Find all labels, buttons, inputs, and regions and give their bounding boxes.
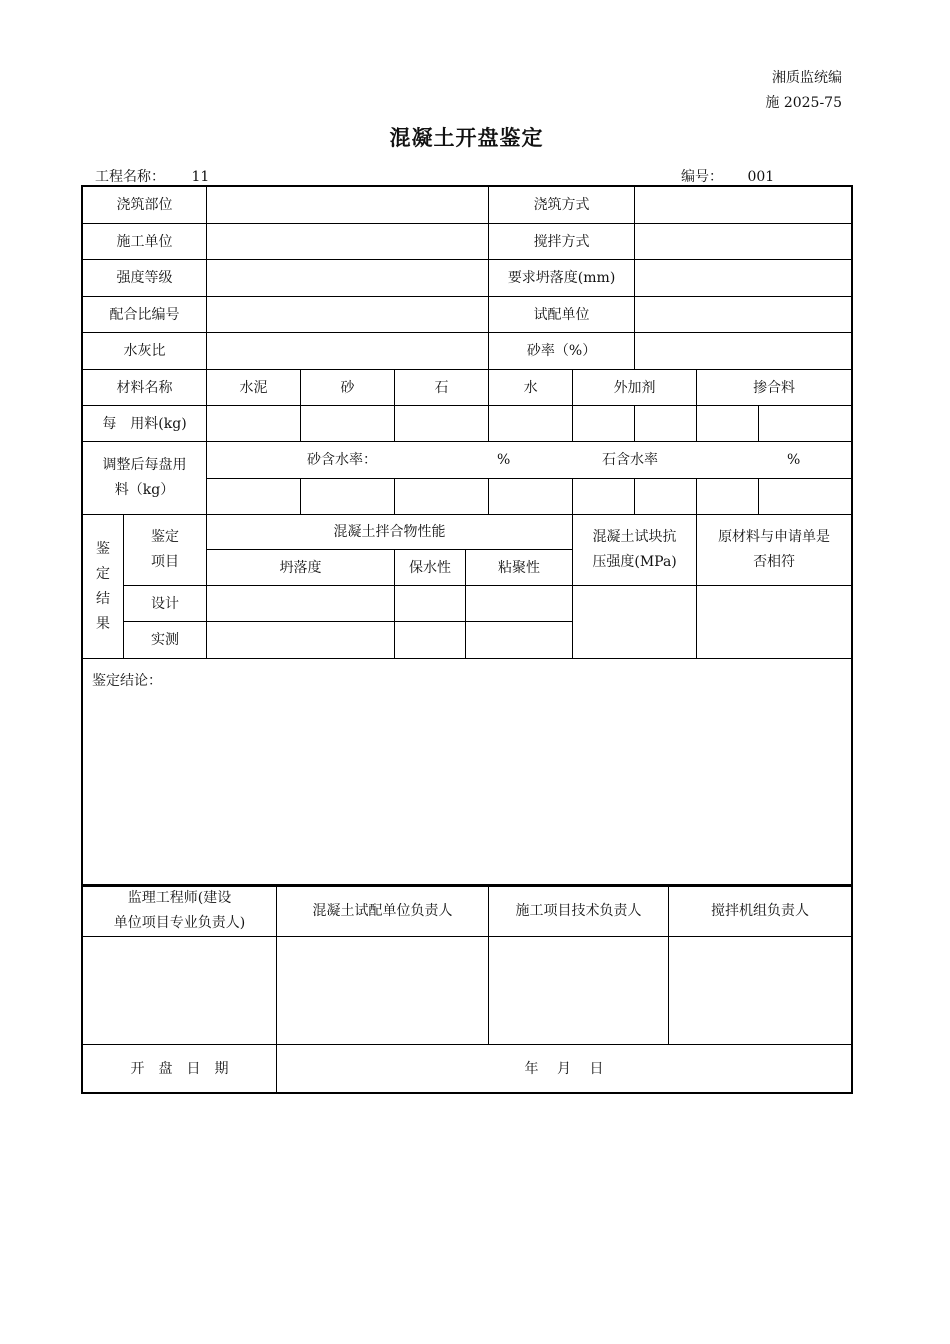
side-char: 果 <box>96 615 110 632</box>
material-match-value-cell[interactable] <box>697 586 852 659</box>
page-title: 混凝土开盘鉴定 <box>389 126 544 150</box>
code-line-2: 施 2025-75 <box>765 95 842 111</box>
sand-moisture-percent: % <box>497 452 511 468</box>
material-name-label: 材料名称 <box>83 370 207 406</box>
info-value-cell[interactable] <box>207 224 489 260</box>
strength-value-cell[interactable] <box>573 586 697 659</box>
amount-cell[interactable] <box>301 406 395 442</box>
info-label: 配合比编号 <box>83 297 207 333</box>
start-date-value[interactable]: 年 月 日 <box>277 1045 852 1093</box>
form-number-value: 001 <box>747 169 775 185</box>
start-date-label: 开 盘 日 期 <box>83 1045 277 1093</box>
side-char: 结 <box>96 590 110 607</box>
project-name <box>95 166 209 186</box>
adjusted-label-line-2: 料（kg） <box>114 482 175 498</box>
match-line-2: 否相符 <box>753 554 796 570</box>
item-label-line-1: 鉴定 <box>151 529 179 545</box>
adjusted-amount-cell[interactable] <box>395 479 489 515</box>
adjusted-amount-label <box>83 442 207 515</box>
amount-cell[interactable] <box>635 406 697 442</box>
match-line-1: 原材料与申请单是 <box>718 529 831 545</box>
amount-cell[interactable] <box>395 406 489 442</box>
trial-unit-header: 混凝土试配单位负责人 <box>277 886 489 937</box>
tech-lead-header: 施工项目技术负责人 <box>489 886 669 937</box>
moisture-row <box>207 442 852 479</box>
adjusted-amount-cell[interactable] <box>207 479 301 515</box>
adjusted-amount-cell[interactable] <box>573 479 635 515</box>
strength-line-1: 混凝土试块抗 <box>592 529 677 545</box>
design-cohesion-cell[interactable] <box>466 586 573 622</box>
material-match-header <box>697 515 852 586</box>
measured-label: 实测 <box>124 622 207 659</box>
amount-cell[interactable] <box>573 406 635 442</box>
adjusted-label-line-1: 调整后每盘用 <box>102 457 187 473</box>
strength-header <box>573 515 697 586</box>
info-value-cell[interactable] <box>635 333 852 370</box>
code-line-1: 湘质监统编 <box>772 70 842 86</box>
side-char: 定 <box>96 565 110 582</box>
info-label: 水灰比 <box>83 333 207 370</box>
stone-moisture-percent: % <box>787 452 801 468</box>
material-admixture: 外加剂 <box>573 370 697 406</box>
info-value-cell[interactable] <box>635 187 852 224</box>
side-char: 鉴 <box>96 540 110 557</box>
design-water-retention-cell[interactable] <box>395 586 466 622</box>
info-label: 浇筑部位 <box>83 187 207 224</box>
measured-slump-cell[interactable] <box>207 622 395 659</box>
adjusted-amount-cell[interactable] <box>697 479 759 515</box>
project-name-label: 工程名称： <box>95 169 165 185</box>
appraisal-result-label <box>83 515 124 659</box>
info-label: 要求坍落度(mm) <box>489 260 635 297</box>
strength-line-2: 压强度(MPa) <box>592 554 677 570</box>
conclusion-label: 鉴定结论： <box>92 673 162 689</box>
design-slump-cell[interactable] <box>207 586 395 622</box>
material-stone: 石 <box>395 370 489 406</box>
info-label: 试配单位 <box>489 297 635 333</box>
info-value-cell[interactable] <box>207 187 489 224</box>
item-label-line-2: 项目 <box>151 554 179 570</box>
form-number-label: 编号： <box>681 169 723 185</box>
supervisor-signature-cell[interactable] <box>83 937 277 1045</box>
info-label: 搅拌方式 <box>489 224 635 260</box>
supervisor-line-1: 监理工程师(建设 <box>127 890 232 906</box>
document-code <box>765 66 842 116</box>
stone-moisture-label: 石含水率 <box>602 452 658 468</box>
amount-cell[interactable] <box>207 406 301 442</box>
info-label: 强度等级 <box>83 260 207 297</box>
adjusted-amount-cell[interactable] <box>635 479 697 515</box>
info-value-cell[interactable] <box>207 260 489 297</box>
signature-table <box>82 885 852 1093</box>
adjusted-amount-cell[interactable] <box>301 479 395 515</box>
amount-cell[interactable] <box>489 406 573 442</box>
info-label: 浇筑方式 <box>489 187 635 224</box>
mixer-lead-signature-cell[interactable] <box>669 937 852 1045</box>
measured-cohesion-cell[interactable] <box>466 622 573 659</box>
mixer-lead-header: 搅拌机组负责人 <box>669 886 852 937</box>
design-label: 设计 <box>124 586 207 622</box>
slump-header: 坍落度 <box>207 550 395 586</box>
info-value-cell[interactable] <box>207 333 489 370</box>
cohesion-header: 粘聚性 <box>466 550 573 586</box>
supervisor-line-2: 单位项目专业负责人) <box>113 915 246 931</box>
material-mineral-admixture: 掺合料 <box>697 370 852 406</box>
trial-unit-signature-cell[interactable] <box>277 937 489 1045</box>
per-plate-label: 每 用料(kg) <box>83 406 207 442</box>
material-sand: 砂 <box>301 370 395 406</box>
adjusted-amount-cell[interactable] <box>489 479 573 515</box>
info-value-cell[interactable] <box>207 297 489 333</box>
tech-lead-signature-cell[interactable] <box>489 937 669 1045</box>
info-label: 施工单位 <box>83 224 207 260</box>
sand-moisture-label: 砂含水率： <box>307 452 377 468</box>
info-value-cell[interactable] <box>635 297 852 333</box>
amount-cell[interactable] <box>759 406 852 442</box>
supervisor-header <box>83 886 277 937</box>
info-value-cell[interactable] <box>635 260 852 297</box>
appraisal-table <box>82 186 852 886</box>
conclusion-cell[interactable] <box>83 659 852 886</box>
info-label: 砂率（%） <box>489 333 635 370</box>
material-cement: 水泥 <box>207 370 301 406</box>
form-number <box>681 166 774 186</box>
appraisal-item-label <box>124 515 207 586</box>
adjusted-amount-cell[interactable] <box>759 479 852 515</box>
mix-performance-header: 混凝土拌合物性能 <box>207 515 573 550</box>
amount-cell[interactable] <box>697 406 759 442</box>
material-water: 水 <box>489 370 573 406</box>
info-value-cell[interactable] <box>635 224 852 260</box>
project-name-value: 11 <box>191 169 210 185</box>
water-retention-header: 保水性 <box>395 550 466 586</box>
measured-water-retention-cell[interactable] <box>395 622 466 659</box>
